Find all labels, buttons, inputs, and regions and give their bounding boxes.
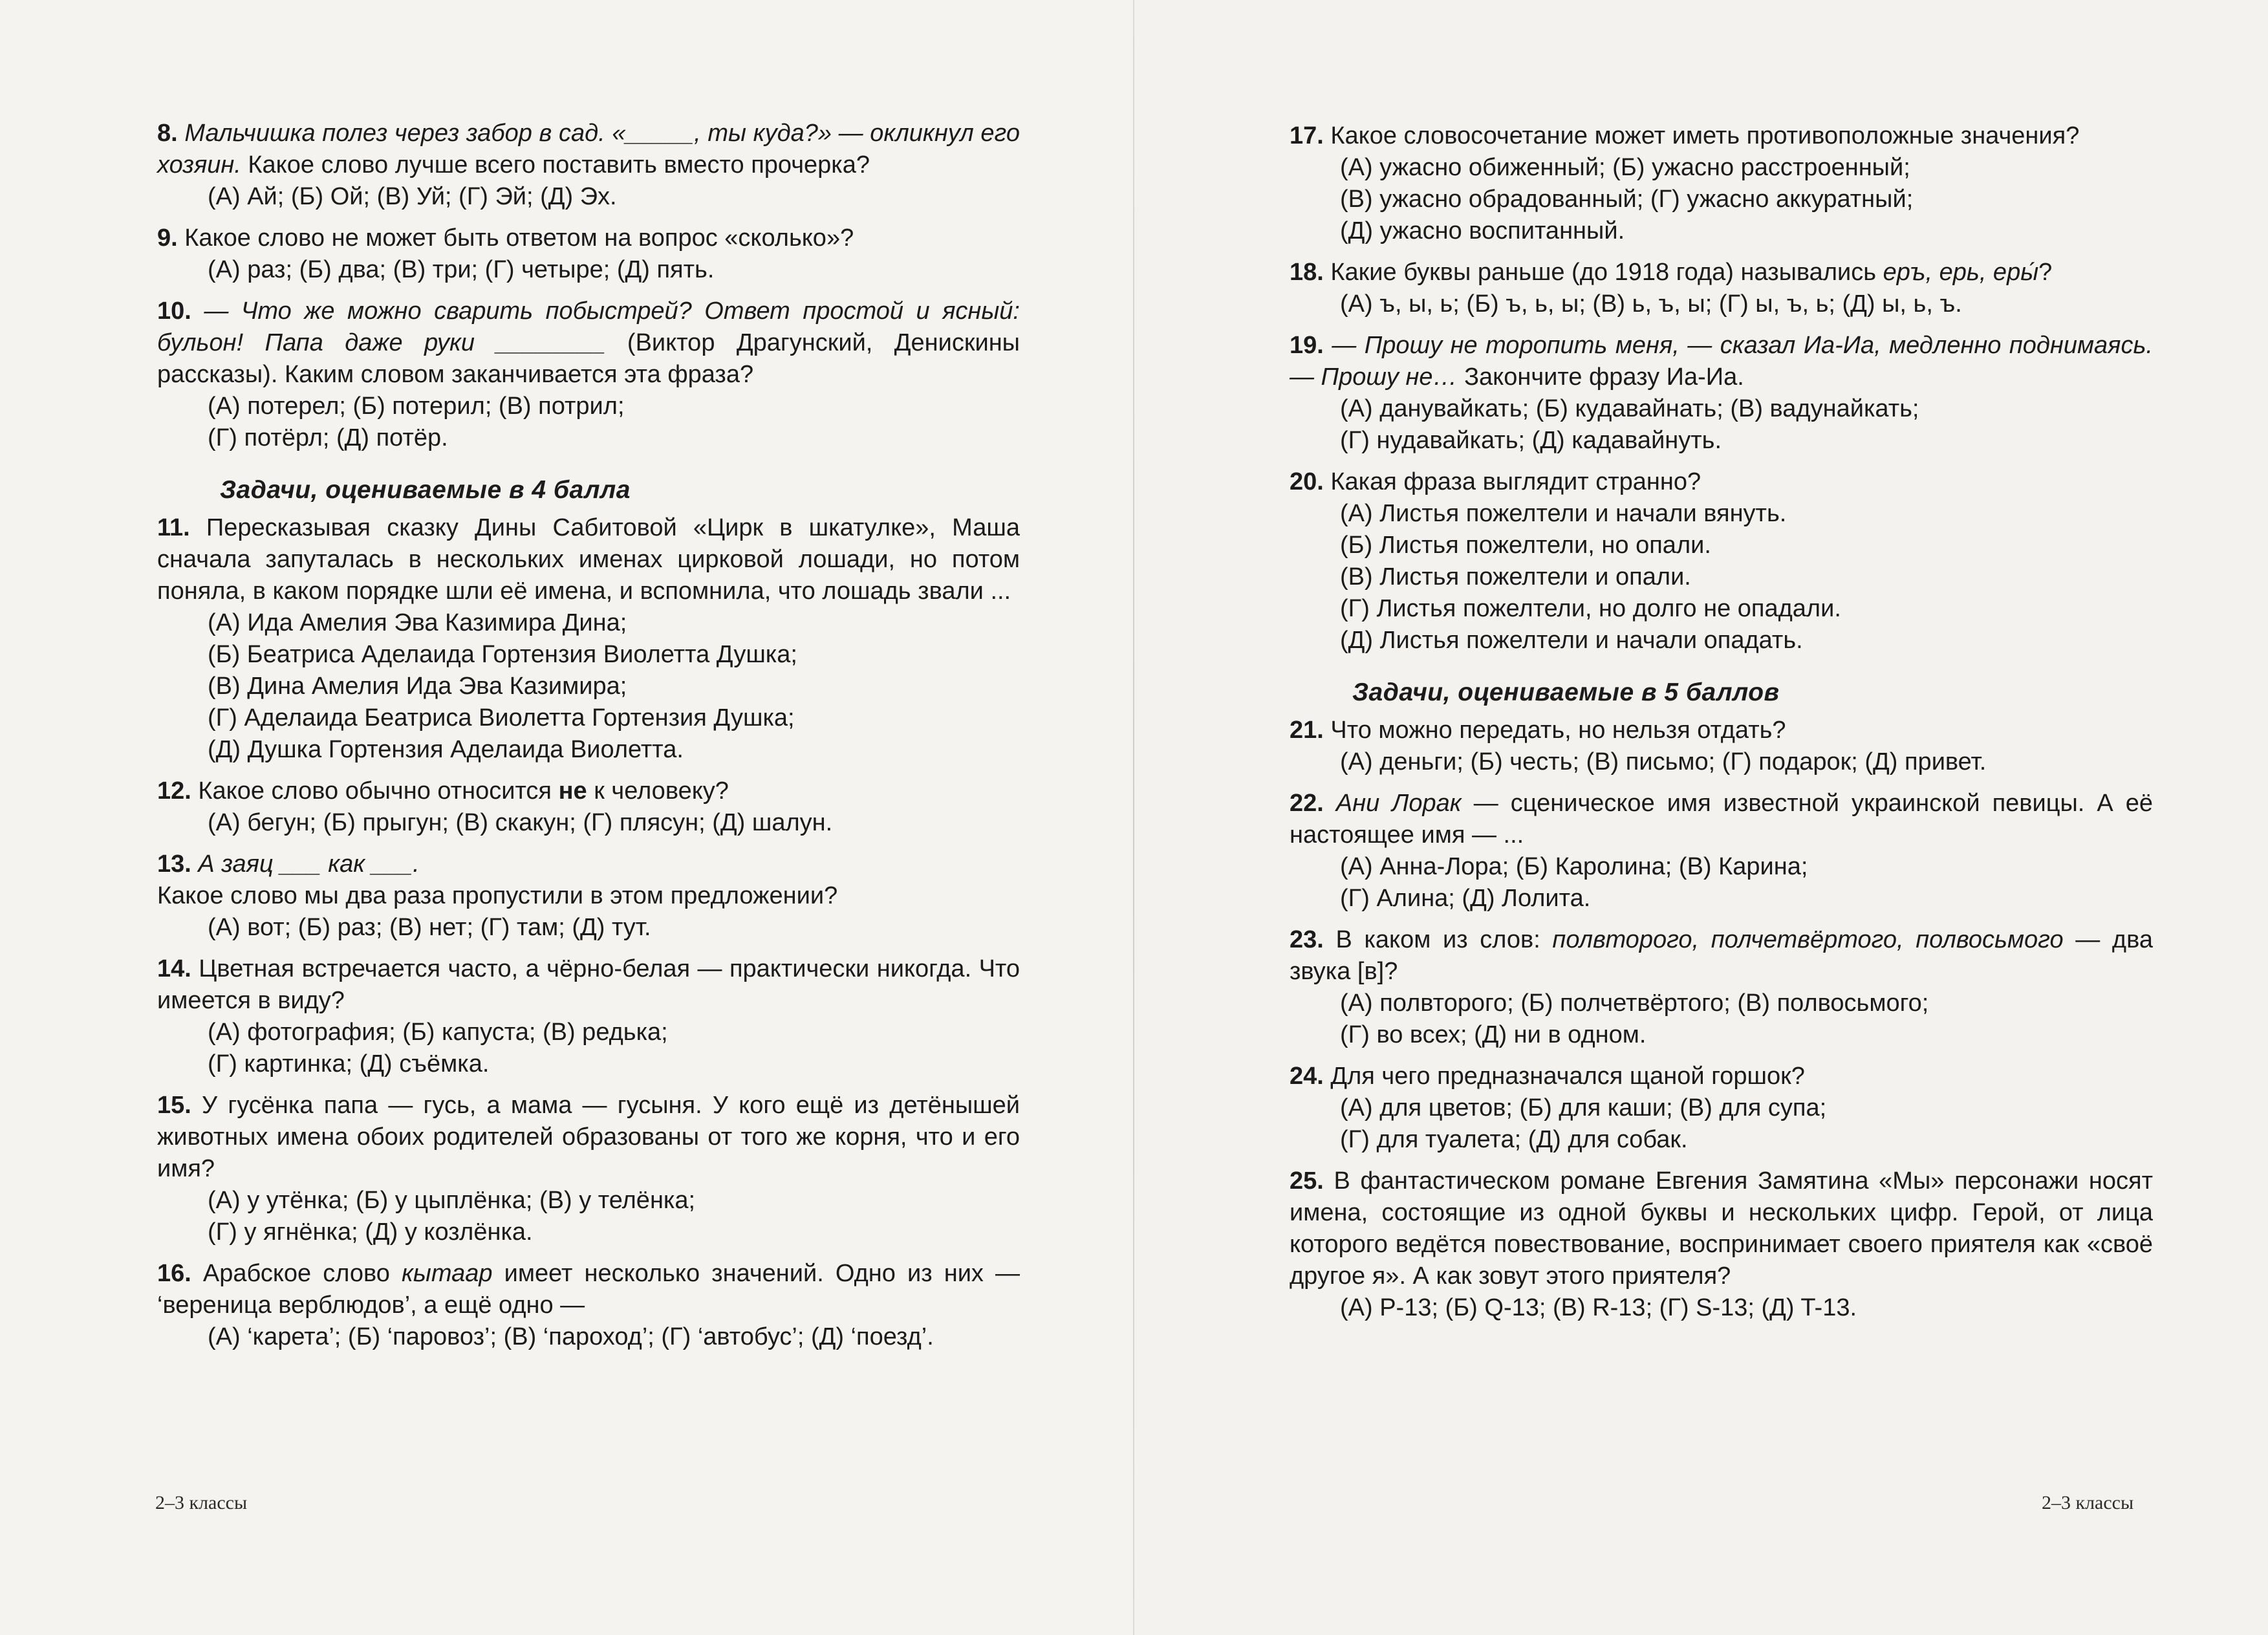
question-text: ? — [2038, 259, 2053, 286]
question-number: 23. — [1290, 926, 1324, 953]
answer-option: (Б) Беатриса Аделаида Гортензия Виолетта Душка; — [208, 641, 797, 668]
question-20 — [1290, 466, 2153, 656]
answer-options: (Г) нудавайкать; (Д) кадавайнуть. — [1340, 427, 1722, 454]
question-text: Какое слово лучше всего поставить вместо прочерка? — [241, 151, 870, 179]
answer-option: (Д) Листья пожелтели и начали опадать. — [1340, 627, 1803, 654]
question-text-italic: еръ, ерь, еры́ — [1883, 259, 2039, 286]
section-heading: Задачи, оцениваемые в 4 балла — [220, 476, 631, 504]
answer-options: (Г) у ягнёнка; (Д) у козлёнка. — [208, 1218, 533, 1246]
answer-options: (В) ужасно обрадованный; (Г) ужасно аккуратный; — [1340, 186, 1914, 213]
answer-options: (Г) картинка; (Д) съёмка. — [208, 1050, 490, 1077]
answer-options: (А) бегун; (Б) прыгун; (В) скакун; (Г) плясун; (Д) шалун. — [208, 809, 833, 836]
question-text-italic: кытаар — [401, 1260, 493, 1287]
answer-option: (В) Дина Амелия Ида Эва Казимира; — [208, 673, 627, 700]
answer-options: (А) фотография; (Б) капуста; (В) редька; — [208, 1019, 668, 1046]
answer-options: (Г) во всех; (Д) ни в одном. — [1340, 1021, 1647, 1048]
question-number: 13. — [157, 850, 191, 878]
answer-options: (А) ужасно обиженный; (Б) ужасно расстроенный; — [1340, 154, 1910, 181]
question-number: 25. — [1290, 1167, 1324, 1195]
question-text: Цветная встречается часто, а чёрно-белая — практически никогда. Что имеется в виду? — [157, 955, 1021, 1014]
answer-option: (А) Листья пожелтели и начали вянуть. — [1340, 500, 1787, 527]
question-23 — [1290, 924, 2153, 1051]
question-text: Какие буквы раньше (до 1918 года) назывались — [1330, 259, 1883, 286]
question-text: У гусёнка папа — гусь, а мама — гусыня. У кого ещё из детёнышей животных имена обоих родителей образованы от того же корня, что и его имя? — [157, 1092, 1021, 1182]
question-24 — [1290, 1061, 2153, 1156]
question-text-italic: Мальчишка полез через забор в сад. «_____, ты куда?» — окликнул его хозяин. — [157, 120, 1020, 179]
answer-options: (А) потерел; (Б) потерил; (В) потрил; — [208, 393, 625, 420]
page-footer: 2–3 классы — [2042, 1492, 2134, 1513]
question-number: 11. — [157, 514, 190, 541]
question-21 — [1290, 715, 2153, 778]
question-number: 17. — [1290, 122, 1324, 149]
question-text-italic: А заяц ___ как ___. — [198, 850, 420, 878]
answer-option: (Б) Листья пожелтели, но опали. — [1340, 532, 1711, 559]
question-number: 9. — [157, 224, 178, 252]
question-text: к человеку? — [587, 777, 729, 805]
answer-options: (А) ‘карета’; (Б) ‘паровоз’; (В) ‘пароход’; (Г) ‘автобус’; (Д) ‘поезд’. — [208, 1323, 934, 1350]
question-text: Что можно передать, но нельзя отдать? — [1330, 717, 1786, 744]
answer-options: (А) ъ, ы, ь; (Б) ъ, ь, ы; (В) ь, ъ, ы; (Г) ы, ъ, ь; (Д) ы, ь, ъ. — [1340, 290, 1962, 318]
question-number: 10. — [157, 298, 191, 325]
question-text: Какое слово мы два раза пропустили в этом предложении? — [157, 882, 838, 909]
question-text: Пересказывая сказку Дины Сабитовой «Цирк в шкатулке», Маша сначала запуталась в нескольких именах цирковой лошади, но потом поняла, в каком порядке шли её имена, и вспомнила, что лошадь звали ... — [157, 514, 1020, 605]
page-footer: 2–3 классы — [155, 1492, 248, 1513]
question-14 — [157, 953, 1020, 1080]
question-12 — [157, 775, 1020, 839]
answer-option: (В) Листья пожелтели и опали. — [1340, 563, 1691, 590]
question-22 — [1290, 788, 2153, 915]
question-text: (Виктор Драгунский, Денискины рассказы). Каким словом заканчивается эта фраза? — [157, 329, 1020, 388]
question-number: 20. — [1290, 468, 1324, 495]
question-text-italic: полвторого, полчетвёртого, полвосьмого — [1552, 926, 2064, 953]
question-10 — [157, 296, 1020, 454]
question-text: В фантастическом романе Евгения Замятина «Мы» персонажи носят имена, состоящие из одной буквы и нескольких цифр. Герой, от лица которого ведётся повествование, воспринимает своего приятеля как «своё другое я». А как зовут этого приятеля? — [1290, 1167, 2153, 1290]
question-16 — [157, 1258, 1020, 1353]
answer-options: (А) деньги; (Б) честь; (В) письмо; (Г) подарок; (Д) привет. — [1340, 748, 1987, 775]
question-text-bold: не — [558, 777, 587, 805]
answer-options: (А) полвторого; (Б) полчетвёртого; (В) полвосьмого; — [1340, 990, 1929, 1017]
question-text: Закончите фразу Иа-Иа. — [1457, 363, 1744, 391]
answer-options: (А) данувайкать; (Б) кудавайнать; (В) вадунайкать; — [1340, 395, 1919, 422]
question-11 — [157, 512, 1020, 766]
answer-option: (Д) Душка Гортензия Аделаида Виолетта. — [208, 736, 684, 763]
question-13 — [157, 849, 1020, 944]
question-number: 21. — [1290, 717, 1324, 744]
answer-options: (Г) потёрл; (Д) потёр. — [208, 424, 448, 451]
question-17 — [1290, 120, 2153, 247]
left-column — [157, 118, 1020, 1363]
question-number: 8. — [157, 120, 178, 147]
question-text: имеет несколько значений. Одно из них — ‘вереница верблюдов’, а ещё одно — — [157, 1260, 1020, 1319]
question-text-italic: — Прошу не торопить меня, — сказал Иа-Иа, медленно поднимаясь. — Прошу не… — [1290, 332, 2153, 391]
question-number: 15. — [157, 1092, 191, 1119]
question-18 — [1290, 257, 2153, 320]
answer-option: (Г) Листья пожелтели, но долго не опадали. — [1340, 595, 1841, 622]
answer-option: (А) Ида Амелия Эва Казимира Дина; — [208, 609, 627, 636]
question-15 — [157, 1090, 1020, 1248]
question-text: Какое слово не может быть ответом на вопрос «сколько»? — [184, 224, 854, 252]
question-number: 19. — [1290, 332, 1324, 359]
answer-options: (А) для цветов; (Б) для каши; (В) для супа; — [1340, 1094, 1827, 1121]
answer-options: (А) Ай; (Б) Ой; (В) Уй; (Г) Эй; (Д) Эх. — [208, 183, 617, 210]
answer-options: (Д) ужасно воспитанный. — [1340, 217, 1625, 244]
question-8 — [157, 118, 1020, 213]
question-19 — [1290, 330, 2153, 457]
question-text: Какое слово обычно относится — [198, 777, 559, 805]
question-number: 12. — [157, 777, 191, 805]
answer-options: (Г) для туалета; (Д) для собак. — [1340, 1126, 1688, 1153]
answer-options: (А) вот; (Б) раз; (В) нет; (Г) там; (Д) тут. — [208, 914, 651, 941]
question-number: 16. — [157, 1260, 191, 1287]
answer-option: (Г) Аделаида Беатриса Виолетта Гортензия Душка; — [208, 704, 795, 731]
answer-options: (А) P-13; (Б) Q-13; (В) R-13; (Г) S-13; (Д) T-13. — [1340, 1294, 1857, 1321]
answer-options: (Г) Алина; (Д) Лолита. — [1340, 885, 1591, 912]
question-number: 22. — [1290, 790, 1324, 817]
right-page — [1134, 0, 2268, 1635]
answer-options: (А) у утёнка; (Б) у цыплёнка; (В) у телёнка; — [208, 1187, 696, 1214]
question-9 — [157, 222, 1020, 286]
question-text: — сценическое имя известной украинской певицы. А её настоящее имя — ... — [1290, 790, 2154, 849]
question-text: — два звука [в]? — [1290, 926, 2153, 985]
answer-options: (А) Анна-Лора; (Б) Каролина; (В) Карина; — [1340, 853, 1808, 880]
question-text-italic: Ани Лорак — [1335, 790, 1462, 817]
section-heading: Задачи, оцениваемые в 5 баллов — [1352, 678, 1780, 706]
question-number: 24. — [1290, 1063, 1324, 1090]
question-text: Какое словосочетание может иметь противоположные значения? — [1330, 122, 2080, 149]
answer-options: (А) раз; (Б) два; (В) три; (Г) четыре; (Д) пять. — [208, 256, 715, 283]
question-25 — [1290, 1165, 2153, 1324]
question-text: Арабское слово — [202, 1260, 402, 1287]
question-number: 14. — [157, 955, 191, 982]
question-text-italic: — Что же можно сварить побыстрей? Ответ простой и ясный: бульон! Папа даже руки ________ — [157, 298, 1020, 356]
question-text: В каком из слов: — [1335, 926, 1553, 953]
question-number: 18. — [1290, 259, 1324, 286]
question-text: Какая фраза выглядит странно? — [1330, 468, 1701, 495]
right-column — [1290, 120, 2153, 1334]
question-text: Для чего предназначался щаной горшок? — [1330, 1063, 1805, 1090]
